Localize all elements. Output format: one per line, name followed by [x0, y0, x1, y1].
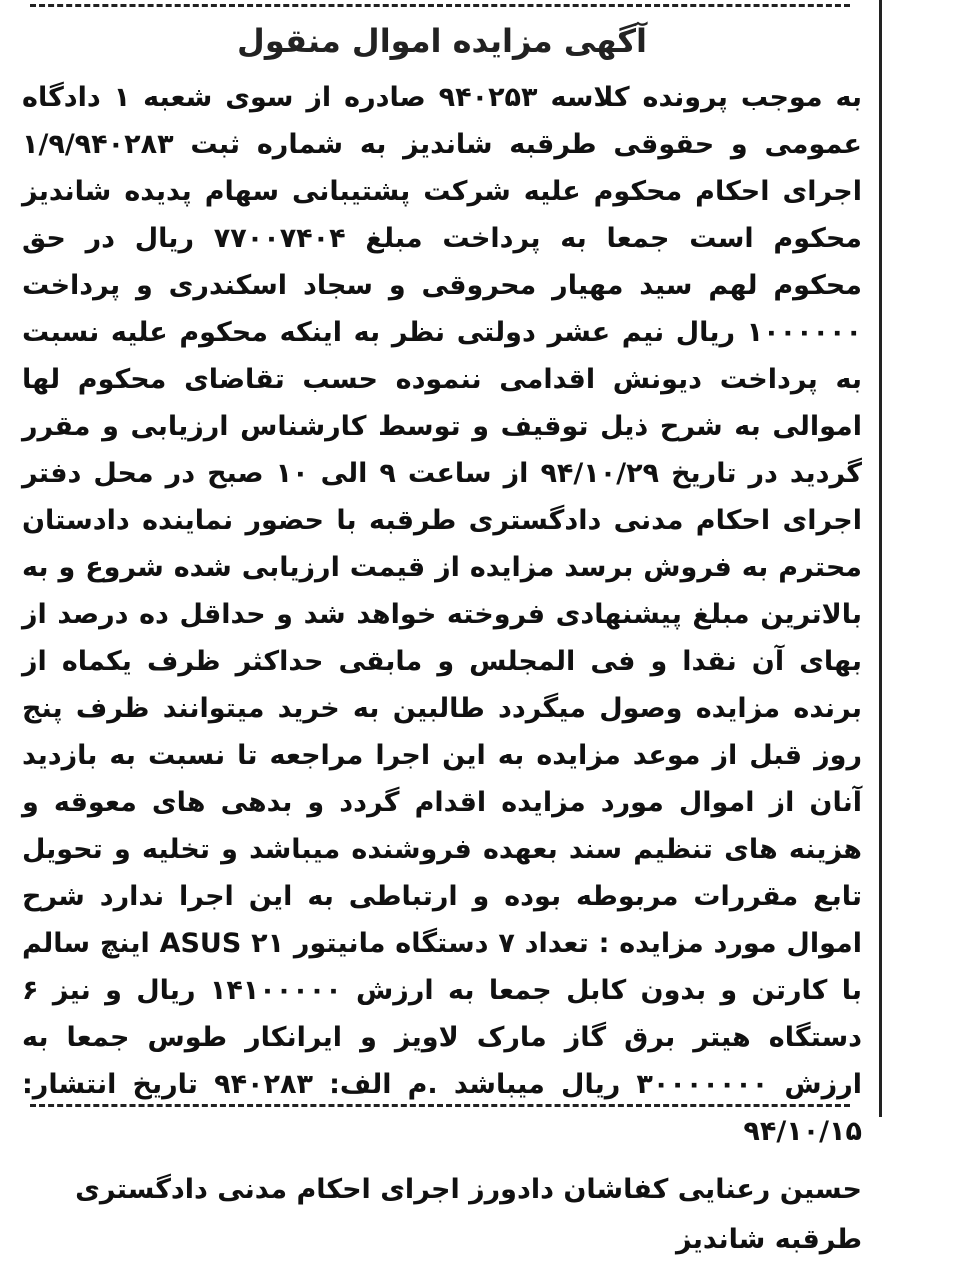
notice-content [22, 12, 862, 1265]
notice-signature: حسین رعنایی کفاشان دادورز اجرای احکام مدنی دادگستری طرقبه شاندیز [75, 1174, 862, 1255]
notice-body: به موجب پرونده کلاسه ۹۴۰۲۵۳ صادره از سوی شعبه ۱ دادگاه عمومی و حقوقی طرقبه شاندیز به شماره ثبت ۱/۹/۹۴۰۲۸۳ اجرای احکام محکوم علیه شرکت پشتیبانی سهام پدیده شاندیز محکوم است جمعا به پرداخت مبلغ ۷۷۰۰۷۴۰۴ ریال در حق محکوم لهم سید مهیار محروقی و سجاد اسکندری و پرداخت ۱۰۰۰۰۰۰ ریال نیم عشر دولتی نظر به اینکه محکوم علیه نسبت به پرداخت دیونش اقدامی ننموده حسب تقاضای محکوم لها اموالی به شرح ذیل توقیف و توسط کارشناس ارزیابی و مقرر گردید در تاریخ ۹۴/۱۰/۲۹ از ساعت ۹ الی ۱۰ صبح در محل دفتر اجرای احکام مدنی دادگستری طرقبه با حضور نماینده دادستان محترم به فروش برسد مزایده از قیمت ارزیابی شده شروع و به بالاترین مبلغ پیشنهادی فروخته خواهد شد و حداقل ده درصد از بهای آن نقدا و فی المجلس و مابقی حداکثر ظرف یکماه از برنده مزایده وصول میگردد طالبین به خرید میتوانند ظرف پنج روز قبل از موعد مزایده به این اجرا مراجعه تا نسبت به بازدید آنان از اموال مورد مزایده اقدام گردد و بدهی های معوقه و هزینه های تنظیم سند بعهده فروشنده میباشد و تخلیه و تحویل تابع مقررات مربوطه بوده و ارتباطی به این اجرا ندارد شرح اموال مورد مزایده : تعداد ۷ دستگاه مانیتور ASUS ۲۱ اینچ سالم با کارتن و بدون کابل جمعا به ارزش ۱۴۱۰۰۰۰۰ ریال و نیز ۶ دستگاه هیتر برق گاز مارک لاویز و ایرانکار طوس جمعا به ارزش ۳۰۰۰۰۰۰۰ ریال میباشد .م الف: ۹۴۰۲۸۳ تاریخ انتشار: ۹۴/۱۰/۱۵ [22, 82, 863, 1147]
bottom-dashed-divider [30, 1104, 850, 1107]
right-border-line [879, 0, 882, 1117]
top-dashed-divider [30, 4, 850, 7]
notice-title: آگهی مزایده اموال منقول [237, 22, 647, 60]
